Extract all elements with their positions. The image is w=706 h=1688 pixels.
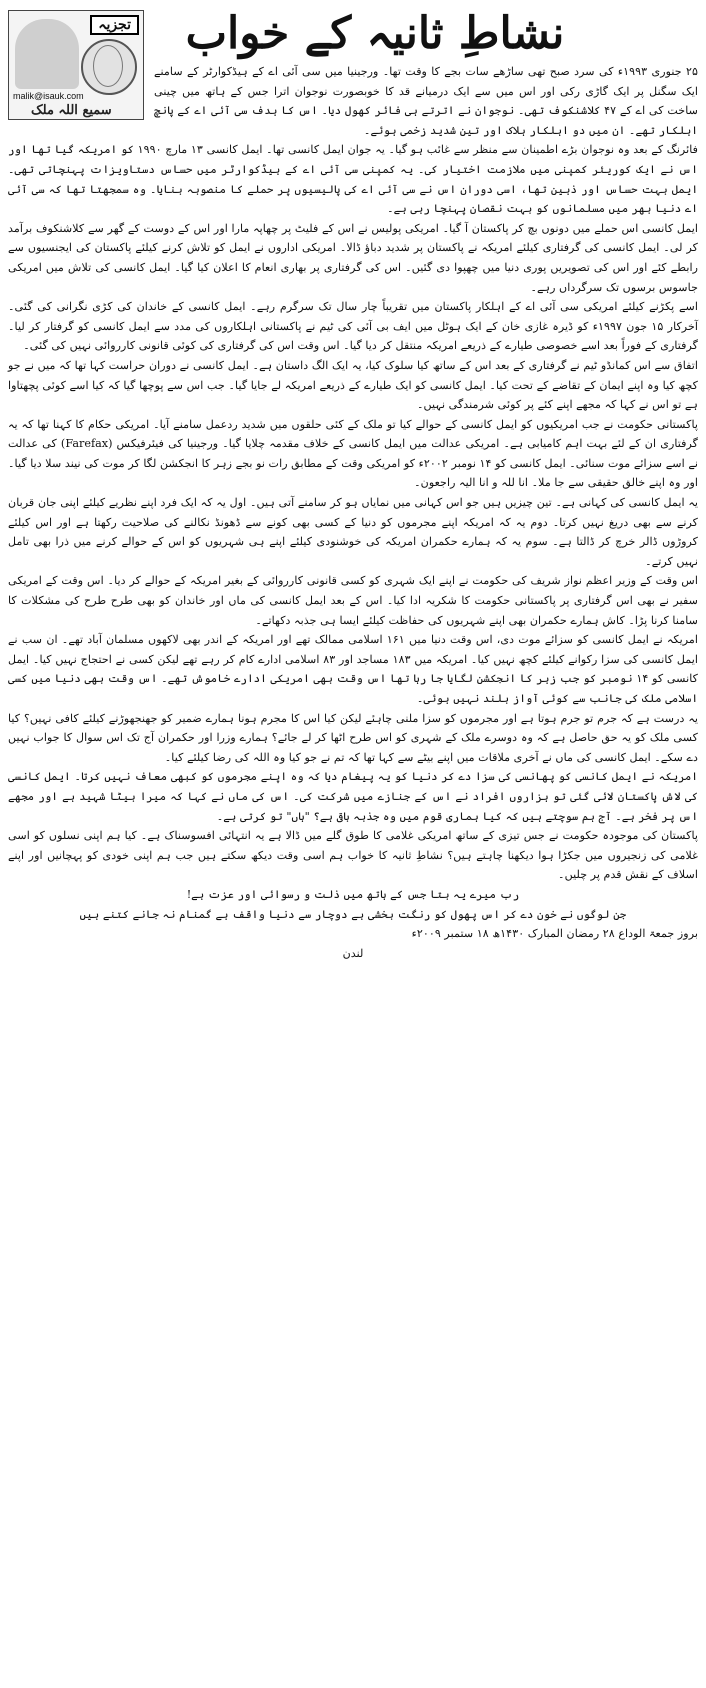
paragraph: فائرنگ کے بعد وہ نوجوان بڑے اطمینان سے منظر سے غائب ہو گیا۔ یہ جوان ایمل کانسی تھا۔ ایمل کانسی ۱۳ مارچ ۱۹۹۰ کو امریکہ گیا تھا اور اس نے ایک کوریئر کمپنی میں ملازمت اختیار کی۔ یہ کمپنی سی آئی اے کے ہیڈکوارٹر میں حساس دستاویزات پہنچاتی تھی۔ ایمل بہت حساس اور ذہین تھا، اسی دوران اس نے سی آئی اے کی پالیسیوں پر حملے کا منصوبہ بنایا۔ وہ سمجھتا تھا کہ سی آئی اے دنیا بھر میں مسلمانوں کو بہت نقصان پہنچا رہی ہے۔ <box>8 143 698 216</box>
paragraph: اسے پکڑنے کیلئے امریکی سی آئی اے کے اہلکار پاکستان میں تقریباً چار سال تک سرگرم رہے۔ ایمل کانسی کے خاندان کی کڑی نگرانی کی گئی۔ آخرکار ۱۵ جون ۱۹۹۷ء کو ڈیرہ غازی خان کے ایک ہوٹل میں ایف بی آئی کی ٹیم نے پاکستانی اہلکاروں کی مدد سے ایمل کانسی کو گرفتار کر لیا۔ گرفتاری کے فوراً بعد اسے خصوصی طیارے کے ذریعے امریکہ منتقل کر دیا گیا۔ اس وقت اس کی گرفتاری کی کوئی قانونی کارروائی نہیں کی گئی۔ <box>8 300 698 353</box>
paragraph: اتفاق سے اس کمانڈو ٹیم نے گرفتاری کے بعد اس کے ساتھ کیا سلوک کیا، یہ ایک الگ داستان ہے۔ ایمل کانسی نے دوران حراست کہا تھا کہ میں نے جو کچھ کیا وہ اپنے ایمان کے تقاضے کے تحت کیا۔ ایمل کانسی کو ایک طیارے کے ذریعے امریکہ لے جایا گیا۔ جب اس سے پوچھا گیا کہ کیا اسے کوئی پچھتاوا ہے تو اس نے کہا کہ مجھے اپنے کئے پر کوئی شرمندگی نہیں۔ <box>8 358 698 412</box>
closing-line: رب میرے یہ بتا جس کے ہاتھ میں ذلت و رسوائی اور عزت ہے! <box>186 887 520 901</box>
paragraph: ۲۵ جنوری ۱۹۹۳ء کی سرد صبح تھی ساڑھے سات بجے کا وقت تھا۔ ورجینیا میں سی آئی اے کے ہیڈکوارٹر کے سامنے ایک سگنل پر ایک گاڑی رکی اور اس میں سے ایک درمیانے قد کا خوبصورت نوجوان اترا جس کے ہاتھ میں چینی ساخت کی اے کے ۴۷ کلاشنکوف تھی۔ نوجوان نے اترتے ہی فائر کھول دیا۔ اس کا ہدف سی آئی اے کے پانچ اہلکار تھے۔ ان میں دو اہلکار ہلاک اور تین شدید زخمی ہوئے۔ <box>154 65 699 137</box>
paragraph: پاکستانی حکومت نے جب امریکیوں کو ایمل کانسی کے حوالے کیا تو ملک کے کئی حلقوں میں شدید ردعمل سامنے آیا۔ امریکی حکام کا کہنا تھا کہ یہ گرفتاری ان کے لئے بہت اہم کامیابی ہے۔ امریکی عدالت میں ایمل کانسی کے خلاف مقدمہ چلایا گیا۔ ورجینیا کی فیئرفیکس (Farefax) کی عدالت نے اسے سزائے موت سنائی۔ ایمل کانسی کو ۱۴ نومبر ۲۰۰۲ء کو امریکی وقت کے مطابق رات نو بجے زہر کا انجکشن لگا کر موت کی نیند سلا دیا گیا۔ اور وہ اپنے خالق حقیقی سے جا ملا۔ انا للہ و انا الیہ راجعون۔ <box>8 417 699 490</box>
author-signature: سمیع اللہ ملک <box>31 103 112 118</box>
paragraph: امریکہ نے ایمل کانسی کو پھانسی کی سزا دے کر دنیا کو یہ پیغام دیا کہ وہ اپنے مجرموں کو کبھی معاف نہیں کرتا۔ ایمل کانسی کی لاش پاکستان لائی گئی تو ہزاروں افراد نے اس کے جنازے میں شرکت کی۔ اس کی ماں نے کہا کہ میرا بیٹا شہید ہے اور مجھے اس پر فخر ہے۔ آج ہم سوچتے ہیں کہ کیا ہماری قوم میں وہ جذبہ باقی ہے؟ "ہاں" تو کرتی ہے۔ <box>8 770 698 823</box>
paragraph: ایمل کانسی اس حملے میں دونوں بچ کر پاکستان آ گیا۔ امریکی پولیس نے اس کے فلیٹ پر چھاپہ مارا اور اس کے دوست کے گھر سے کلاشنکوف برآمد کر لی۔ ایمل کانسی کی گرفتاری کیلئے امریکہ نے پاکستان پر شدید دباؤ ڈالا۔ امریکی اداروں نے ایمل کو تلاش کرنے کیلئے پاکستان کی ایجنسیوں سے رابطے کئے اور اس کی تصویریں پوری دنیا میں چھپوا دی گئیں۔ اس کی گرفتاری پر بھاری انعام کا اعلان کیا گیا۔ ایمل کانسی کی تلاش میں امریکی جاسوس برسوں تک سرگرداں رہے۔ <box>8 221 698 294</box>
city: لندن <box>342 946 364 960</box>
verse: جن لوگوں نے خون دے کر اس پھول کو رنگت بخشی ہے دوچار سے دنیا واقف ہے گمنام نہ جانے کتنے ہیں <box>79 907 627 921</box>
article-title: نشاطِ ثانیہ کے خواب <box>185 8 565 59</box>
author-email: malik@isauk.com <box>13 91 84 101</box>
paragraph: یہ ایمل کانسی کی کہانی ہے۔ تین چیزیں ہیں جو اس کہانی میں نمایاں ہو کر سامنے آتی ہیں۔ اول یہ کہ ایک فرد اپنے نظریے کیلئے اپنی جان قربان کرنے سے بھی دریغ نہیں کرتا۔ دوم یہ کہ امریکہ اپنے مجرموں کو دنیا کے کسی بھی کونے سے ڈھونڈ نکالنے کی صلاحیت رکھتا ہے اور اس کیلئے کروڑوں ڈالر خرچ کر ڈالتا ہے۔ سوم یہ کہ ہمارے حکمران امریکہ کی خوشنودی کیلئے اپنے ہی شہریوں کو اس کے حوالے کرنے میں ذرا بھی تامل نہیں کرتے۔ <box>8 496 698 568</box>
intro-wrap <box>8 62 698 140</box>
date-line: بروز جمعۃ الوداع ۲۸ رمضان المبارک ۱۴۳۰ھ ۱۸ ستمبر ۲۰۰۹ء <box>411 927 698 941</box>
paragraph: یہ درست ہے کہ جرم تو جرم ہوتا ہے اور مجرموں کو سزا ملنی چاہئے لیکن کیا اس کا مجرم ہونا ہمارے ضمیر کو جھنجھوڑنے کیلئے کافی نہیں؟ کیا کسی ملک کو یہ حق حاصل ہے کہ وہ دوسرے ملک کے شہری کو اس طرح اٹھا کر لے جائے؟ ہمارے وزرا اور حکمران آج تک اس سوال کا جواب نہیں دے سکے۔ ایمل کانسی کی ماں نے آخری ملاقات میں اپنے بیٹے سے کہا تھا کہ تم نے جو کیا وہ اللہ کی رضا کیلئے کیا۔ <box>8 711 698 764</box>
article-body <box>8 62 698 963</box>
paragraph: پاکستان کی موجودہ حکومت نے جس تیزی کے ساتھ امریکی غلامی کا طوق گلے میں ڈالا ہے یہ انتہائی افسوسناک ہے۔ کیا ہم اپنی نسلوں کو اسی غلامی کی زنجیروں میں جکڑا ہوا دیکھنا چاہتے ہیں؟ نشاطِ ثانیہ کا خواب ہم اسی وقت دیکھ سکتے ہیں جب ہم اپنی خودی کو پہچانیں اور اپنے اسلاف کے نقش قدم پر چلیں۔ <box>8 829 698 882</box>
paragraph: اس وقت کے وزیر اعظم نواز شریف کی حکومت نے اپنے ایک شہری کو کسی قانونی کارروائی کے بغیر امریکہ کے حوالے کر دیا۔ اس وقت کے امریکی سفیر نے بھی اس گرفتاری پر پاکستانی حکومت کا شکریہ ادا کیا۔ اس کے بعد ایمل کانسی کی ماں اور خاندان کو بھی طرح طرح کی مشکلات کا سامنا کرنا پڑا۔ کاش ہمارے حکمران بھی اپنے شہریوں کی حفاظت کیلئے ایسا ہی جذبہ دکھاتے۔ <box>8 574 698 627</box>
paragraph: امریکہ نے ایمل کانسی کو سزائے موت دی، اس وقت دنیا میں ۱۶۱ اسلامی ممالک تھے اور امریکہ کے اندر بھی لاکھوں مسلمان آباد تھے۔ ان سب نے ایمل کانسی کی سزا رکوانے کیلئے کچھ نہیں کیا۔ امریکہ میں ۱۸۳ مساجد اور ۸۳ اسلامی ادارے کام کر رہے تھے لیکن کسی نے احتجاج نہیں کیا۔ ایمل کانسی کو ۱۴ نومبر کو جب زہر کا انجکشن لگایا جا رہا تھا اس وقت بھی امریکی ادارے خاموش تھے۔ اس وقت بھی دنیا میں کسی اسلامی ملک کی جانب سے کوئی آواز بلند نہیں ہوئی۔ <box>8 633 698 705</box>
column-badge: تجزیہ <box>90 15 139 35</box>
